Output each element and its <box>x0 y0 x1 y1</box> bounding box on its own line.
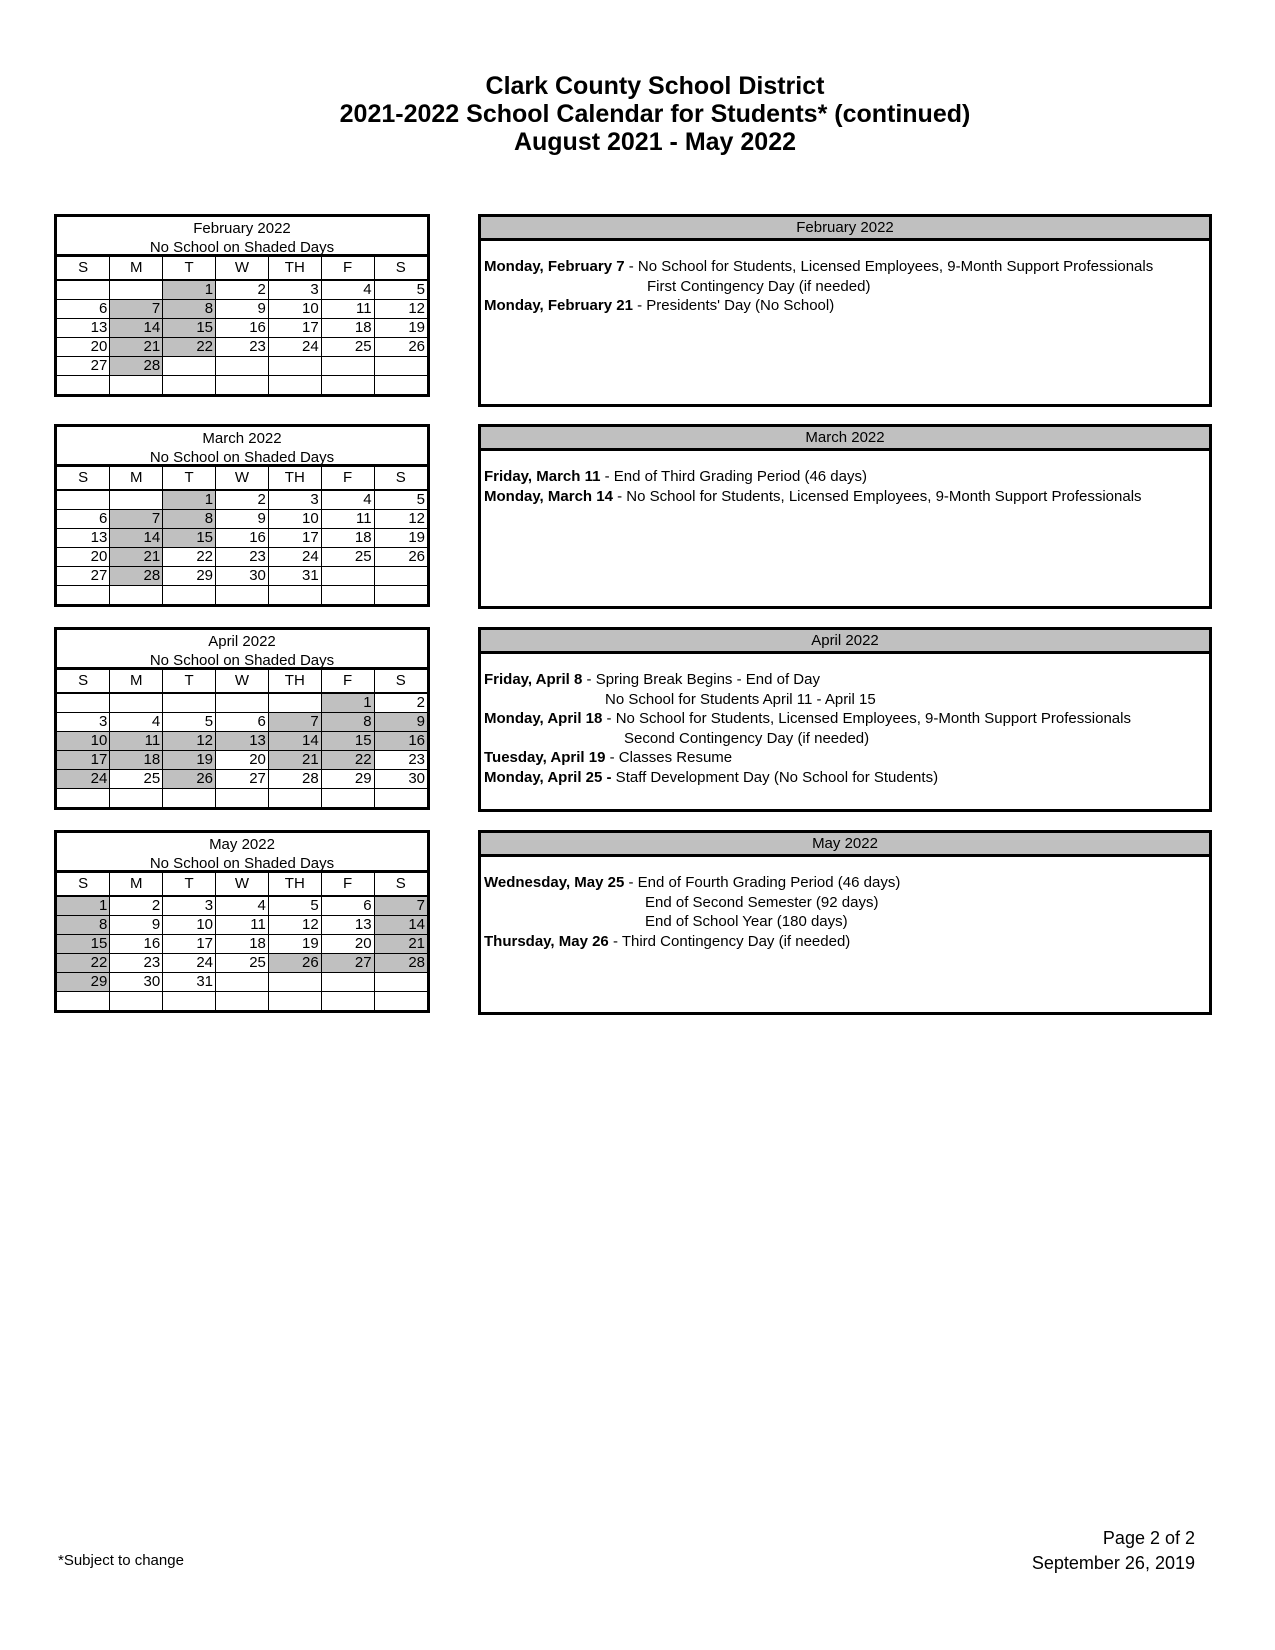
calendar-day: 15 <box>163 318 216 337</box>
weekday-label: S <box>57 257 110 280</box>
calendar-day: 14 <box>110 318 163 337</box>
weekday-label: W <box>216 670 269 693</box>
calendar-empty-cell <box>374 788 427 807</box>
calendar-week-row <box>57 299 427 318</box>
district-title: Clark County School District <box>485 72 825 100</box>
calendar-day: 5 <box>374 280 427 299</box>
page-info <box>1032 1526 1195 1576</box>
calendar-subtitle: No School on Shaded Days <box>149 855 335 872</box>
calendar-day: 25 <box>110 769 163 788</box>
calendar-month-title: March 2022 <box>202 430 282 447</box>
calendar-empty-cell <box>268 972 321 991</box>
calendar-day: 19 <box>163 750 216 769</box>
weekday-label: F <box>321 670 374 693</box>
calendar-week-row <box>57 896 427 915</box>
calendar-week-row <box>57 337 427 356</box>
calendar-empty-cell <box>163 356 216 375</box>
calendar-week-row <box>57 547 427 566</box>
calendar-day: 3 <box>57 712 110 731</box>
calendar-day: 9 <box>374 712 427 731</box>
calendar-day: 19 <box>374 528 427 547</box>
calendar-empty-cell <box>321 356 374 375</box>
weekday-label: T <box>163 873 216 896</box>
calendar-day: 18 <box>321 318 374 337</box>
events-list <box>481 451 1209 506</box>
calendar-empty-cell <box>268 693 321 712</box>
calendar-week-row <box>57 356 427 375</box>
weekday-label: TH <box>268 467 321 490</box>
calendar-grid <box>57 670 427 807</box>
weekday-header-row <box>57 873 427 896</box>
calendar-day: 26 <box>374 547 427 566</box>
calendar-day: 27 <box>57 356 110 375</box>
calendar-week-row <box>57 693 427 712</box>
calendar-february <box>54 214 430 397</box>
calendar-day: 2 <box>110 896 163 915</box>
calendar-empty-cell <box>321 375 374 394</box>
weekday-label: F <box>321 467 374 490</box>
calendar-day: 4 <box>216 896 269 915</box>
calendar-day: 13 <box>321 915 374 934</box>
event-item <box>484 467 1209 487</box>
calendar-day: 29 <box>57 972 110 991</box>
calendar-week-row <box>57 750 427 769</box>
calendar-empty-cell <box>374 375 427 394</box>
calendar-month-title: February 2022 <box>193 220 291 237</box>
calendar-day: 19 <box>374 318 427 337</box>
weekday-label: S <box>374 257 427 280</box>
calendar-day: 2 <box>374 693 427 712</box>
calendar-day: 20 <box>321 934 374 953</box>
event-continuation: No School for Students April 11 - April 15 <box>605 690 876 708</box>
calendar-day: 20 <box>57 337 110 356</box>
calendar-day: 1 <box>163 490 216 509</box>
calendar-empty-cell <box>268 788 321 807</box>
calendar-empty-cell <box>57 490 110 509</box>
calendar-day: 30 <box>110 972 163 991</box>
calendar-week-row <box>57 318 427 337</box>
calendar-day: 12 <box>374 509 427 528</box>
weekday-label: W <box>216 257 269 280</box>
weekday-label: TH <box>268 873 321 896</box>
calendar-week-row <box>57 280 427 299</box>
event-continuation: First Contingency Day (if needed) <box>647 277 871 295</box>
calendar-day: 28 <box>374 953 427 972</box>
weekday-label: W <box>216 873 269 896</box>
events-list <box>481 241 1209 316</box>
calendar-empty-cell <box>268 375 321 394</box>
calendar-day: 30 <box>216 566 269 585</box>
calendar-day: 4 <box>110 712 163 731</box>
event-description: - Classes Resume <box>605 749 733 766</box>
calendar-empty-cell <box>110 490 163 509</box>
calendar-empty-cell <box>57 375 110 394</box>
calendar-day: 3 <box>268 490 321 509</box>
calendar-day: 11 <box>321 509 374 528</box>
calendar-day: 11 <box>216 915 269 934</box>
calendar-day: 15 <box>163 528 216 547</box>
calendar-day: 24 <box>57 769 110 788</box>
calendar-subtitle: No School on Shaded Days <box>149 449 335 466</box>
calendar-day: 2 <box>216 490 269 509</box>
events-month-title: May 2022 <box>481 833 1209 857</box>
calendar-day: 6 <box>216 712 269 731</box>
calendar-empty-cell <box>163 693 216 712</box>
calendar-week-row <box>57 712 427 731</box>
events-march <box>478 424 1212 609</box>
calendar-day: 21 <box>268 750 321 769</box>
calendar-day: 15 <box>321 731 374 750</box>
calendar-empty-cell <box>110 375 163 394</box>
calendar-day: 13 <box>57 318 110 337</box>
weekday-label: T <box>163 670 216 693</box>
calendar-empty-cell <box>374 356 427 375</box>
calendar-empty-cell <box>374 585 427 604</box>
event-continuation: End of Second Semester (92 days) <box>645 893 879 911</box>
calendar-day: 27 <box>216 769 269 788</box>
calendar-day: 3 <box>268 280 321 299</box>
calendar-day: 17 <box>268 528 321 547</box>
calendar-day: 8 <box>57 915 110 934</box>
calendar-empty-cell <box>268 991 321 1010</box>
calendar-week-row <box>57 972 427 991</box>
calendar-empty-cell <box>321 585 374 604</box>
events-month-title: March 2022 <box>481 427 1209 451</box>
event-item <box>484 748 1209 768</box>
calendar-day: 15 <box>57 934 110 953</box>
calendar-week-row <box>57 788 427 807</box>
weekday-label: T <box>163 467 216 490</box>
event-item <box>484 709 1209 729</box>
weekday-label: S <box>57 670 110 693</box>
calendar-week-row <box>57 585 427 604</box>
event-item <box>484 257 1209 277</box>
event-date: Friday, March 11 <box>484 468 601 485</box>
calendar-day: 3 <box>163 896 216 915</box>
calendar-day: 7 <box>374 896 427 915</box>
calendar-empty-cell <box>110 991 163 1010</box>
calendar-empty-cell <box>374 972 427 991</box>
calendar-day: 13 <box>216 731 269 750</box>
calendar-may <box>54 830 430 1013</box>
calendar-day: 14 <box>374 915 427 934</box>
calendar-day: 23 <box>216 547 269 566</box>
event-description: - No School for Students, Licensed Employees, 9-Month Support Professionals <box>602 710 1131 727</box>
event-item <box>484 768 1209 788</box>
calendar-day: 18 <box>110 750 163 769</box>
calendar-empty-cell <box>110 693 163 712</box>
weekday-label: S <box>374 873 427 896</box>
events-february <box>478 214 1212 407</box>
calendar-empty-cell <box>374 991 427 1010</box>
calendar-day: 22 <box>163 547 216 566</box>
calendar-day: 16 <box>216 528 269 547</box>
calendar-empty-cell <box>321 788 374 807</box>
calendar-empty-cell <box>216 585 269 604</box>
calendar-day: 14 <box>110 528 163 547</box>
event-description: - Spring Break Begins - End of Day <box>582 671 820 688</box>
calendar-day: 8 <box>321 712 374 731</box>
document-header <box>0 72 1275 156</box>
calendar-day: 6 <box>57 299 110 318</box>
calendar-day: 6 <box>57 509 110 528</box>
event-date: Monday, February 21 <box>484 297 633 314</box>
calendar-empty-cell <box>57 991 110 1010</box>
calendar-day: 5 <box>374 490 427 509</box>
calendar-empty-cell <box>216 972 269 991</box>
calendar-grid <box>57 467 427 604</box>
calendar-day: 31 <box>268 566 321 585</box>
calendar-day: 7 <box>110 509 163 528</box>
weekday-label: F <box>321 873 374 896</box>
calendar-header <box>57 833 427 873</box>
calendar-month-title: May 2022 <box>209 836 275 853</box>
calendar-day: 24 <box>163 953 216 972</box>
event-description: - No School for Students, Licensed Employees, 9-Month Support Professionals <box>612 487 1142 505</box>
calendar-empty-cell <box>110 585 163 604</box>
calendar-day: 24 <box>268 547 321 566</box>
calendar-subtitle: No School on Shaded Days <box>149 652 335 669</box>
events-may <box>478 830 1212 1015</box>
calendar-day: 14 <box>268 731 321 750</box>
calendar-day: 23 <box>216 337 269 356</box>
calendar-day: 13 <box>57 528 110 547</box>
event-description: - End of Third Grading Period (46 days) <box>600 468 867 485</box>
weekday-label: TH <box>268 257 321 280</box>
calendar-week-row <box>57 953 427 972</box>
calendar-week-row <box>57 934 427 953</box>
calendar-empty-cell <box>110 280 163 299</box>
calendar-empty-cell <box>321 991 374 1010</box>
calendar-day: 28 <box>110 566 163 585</box>
calendar-day: 9 <box>216 299 269 318</box>
event-item <box>484 670 1209 690</box>
calendar-empty-cell <box>321 566 374 585</box>
event-date: Monday, February 7 <box>484 258 625 275</box>
weekday-label: S <box>57 467 110 490</box>
event-item <box>484 296 1209 316</box>
calendar-day: 27 <box>321 953 374 972</box>
calendar-day: 11 <box>321 299 374 318</box>
calendar-day: 18 <box>321 528 374 547</box>
calendar-day: 17 <box>163 934 216 953</box>
calendar-april <box>54 627 430 810</box>
calendar-day: 17 <box>57 750 110 769</box>
event-description: Staff Development Day (No School for Students) <box>611 768 939 786</box>
calendar-day: 31 <box>163 972 216 991</box>
event-description: - No School for Students, Licensed Employees, 9-Month Support Professionals <box>624 258 1154 275</box>
calendar-empty-cell <box>216 991 269 1010</box>
calendar-empty-cell <box>163 788 216 807</box>
weekday-label: M <box>110 257 163 280</box>
calendar-header <box>57 217 427 257</box>
event-item <box>484 932 1209 952</box>
calendar-week-row <box>57 991 427 1010</box>
event-date: Monday, April 18 <box>484 710 603 727</box>
calendar-day: 9 <box>216 509 269 528</box>
calendar-week-row <box>57 915 427 934</box>
weekday-label: T <box>163 257 216 280</box>
events-list <box>481 654 1209 787</box>
event-description: - End of Fourth Grading Period (46 days) <box>624 874 901 891</box>
event-date: Tuesday, April 19 <box>484 749 606 766</box>
calendar-day: 18 <box>216 934 269 953</box>
calendar-day: 7 <box>110 299 163 318</box>
calendar-day: 21 <box>374 934 427 953</box>
calendar-day: 9 <box>110 915 163 934</box>
calendar-empty-cell <box>216 788 269 807</box>
calendar-empty-cell <box>163 585 216 604</box>
calendar-empty-cell <box>216 693 269 712</box>
calendar-empty-cell <box>57 693 110 712</box>
calendar-empty-cell <box>163 991 216 1010</box>
event-date: Thursday, May 26 <box>484 932 609 950</box>
calendar-subtitle: No School on Shaded Days <box>149 239 335 256</box>
calendar-header <box>57 427 427 467</box>
calendar-grid <box>57 873 427 1010</box>
calendar-empty-cell <box>57 585 110 604</box>
calendar-day: 10 <box>57 731 110 750</box>
weekday-label: S <box>374 670 427 693</box>
calendar-day: 8 <box>163 509 216 528</box>
event-description: - Presidents' Day (No School) <box>632 297 835 314</box>
calendar-empty-cell <box>268 356 321 375</box>
calendar-day: 10 <box>268 299 321 318</box>
weekday-label: S <box>374 467 427 490</box>
weekday-label: F <box>321 257 374 280</box>
calendar-march <box>54 424 430 607</box>
calendar-month-title: April 2022 <box>208 633 276 650</box>
calendar-day: 1 <box>321 693 374 712</box>
calendar-empty-cell <box>57 788 110 807</box>
calendar-day: 2 <box>216 280 269 299</box>
calendar-day: 4 <box>321 280 374 299</box>
calendar-day: 25 <box>321 337 374 356</box>
calendar-empty-cell <box>268 585 321 604</box>
calendar-week-row <box>57 769 427 788</box>
calendar-day: 12 <box>163 731 216 750</box>
calendar-day: 8 <box>163 299 216 318</box>
calendar-day: 26 <box>163 769 216 788</box>
weekday-label: S <box>57 873 110 896</box>
calendar-day: 10 <box>268 509 321 528</box>
calendar-day: 16 <box>374 731 427 750</box>
date-range: August 2021 - May 2022 <box>513 128 797 156</box>
calendar-day: 25 <box>216 953 269 972</box>
events-april <box>478 627 1212 812</box>
event-date: Monday, March 14 <box>484 487 613 505</box>
calendar-empty-cell <box>374 566 427 585</box>
calendar-day: 1 <box>163 280 216 299</box>
calendar-day: 11 <box>110 731 163 750</box>
calendar-empty-cell <box>57 280 110 299</box>
calendar-day: 1 <box>57 896 110 915</box>
revision-date: September 26, 2019 <box>1031 1553 1195 1573</box>
calendar-day: 12 <box>374 299 427 318</box>
calendar-day: 22 <box>163 337 216 356</box>
calendar-day: 22 <box>57 953 110 972</box>
calendar-header <box>57 630 427 670</box>
event-continuation: End of School Year (180 days) <box>645 913 848 930</box>
calendar-day: 20 <box>216 750 269 769</box>
calendar-title: 2021-2022 School Calendar for Students* (continued) <box>339 100 971 128</box>
calendar-week-row <box>57 566 427 585</box>
calendar-day: 5 <box>163 712 216 731</box>
event-date: Monday, April 25 - <box>484 768 612 786</box>
calendar-day: 16 <box>110 934 163 953</box>
calendar-week-row <box>57 509 427 528</box>
calendar-day: 21 <box>110 337 163 356</box>
calendar-day: 28 <box>110 356 163 375</box>
weekday-header-row <box>57 467 427 490</box>
event-continuation: Second Contingency Day (if needed) <box>624 729 870 747</box>
event-date: Friday, April 8 <box>484 671 583 688</box>
calendar-day: 5 <box>268 896 321 915</box>
calendar-day: 30 <box>374 769 427 788</box>
calendar-day: 7 <box>268 712 321 731</box>
calendar-empty-cell <box>110 788 163 807</box>
event-item <box>484 873 1209 893</box>
calendar-day: 21 <box>110 547 163 566</box>
calendar-day: 16 <box>216 318 269 337</box>
calendar-day: 17 <box>268 318 321 337</box>
calendar-day: 29 <box>163 566 216 585</box>
calendar-grid <box>57 257 427 394</box>
event-item <box>484 487 1209 507</box>
calendar-empty-cell <box>321 972 374 991</box>
calendar-day: 20 <box>57 547 110 566</box>
calendar-day: 6 <box>321 896 374 915</box>
calendar-day: 23 <box>374 750 427 769</box>
footnote: *Subject to change <box>58 1552 184 1569</box>
weekday-label: M <box>110 873 163 896</box>
calendar-empty-cell <box>216 356 269 375</box>
calendar-empty-cell <box>163 375 216 394</box>
event-description: - Third Contingency Day (if needed) <box>608 932 851 950</box>
calendar-day: 19 <box>268 934 321 953</box>
weekday-label: TH <box>268 670 321 693</box>
page-number: Page 2 of 2 <box>1102 1528 1195 1548</box>
calendar-day: 28 <box>268 769 321 788</box>
calendar-week-row <box>57 528 427 547</box>
calendar-day: 24 <box>268 337 321 356</box>
weekday-header-row <box>57 257 427 280</box>
calendar-day: 22 <box>321 750 374 769</box>
weekday-header-row <box>57 670 427 693</box>
calendar-day: 4 <box>321 490 374 509</box>
calendar-day: 26 <box>268 953 321 972</box>
calendar-empty-cell <box>216 375 269 394</box>
weekday-label: M <box>110 670 163 693</box>
events-month-title: April 2022 <box>481 630 1209 654</box>
weekday-label: W <box>216 467 269 490</box>
weekday-label: M <box>110 467 163 490</box>
calendar-day: 29 <box>321 769 374 788</box>
events-list <box>481 857 1209 951</box>
calendar-week-row <box>57 375 427 394</box>
calendar-day: 10 <box>163 915 216 934</box>
calendar-week-row <box>57 731 427 750</box>
event-date: Wednesday, May 25 <box>484 874 625 891</box>
calendar-day: 27 <box>57 566 110 585</box>
calendar-week-row <box>57 490 427 509</box>
calendar-day: 23 <box>110 953 163 972</box>
calendar-day: 12 <box>268 915 321 934</box>
calendar-day: 26 <box>374 337 427 356</box>
events-month-title: February 2022 <box>481 217 1209 241</box>
calendar-day: 25 <box>321 547 374 566</box>
